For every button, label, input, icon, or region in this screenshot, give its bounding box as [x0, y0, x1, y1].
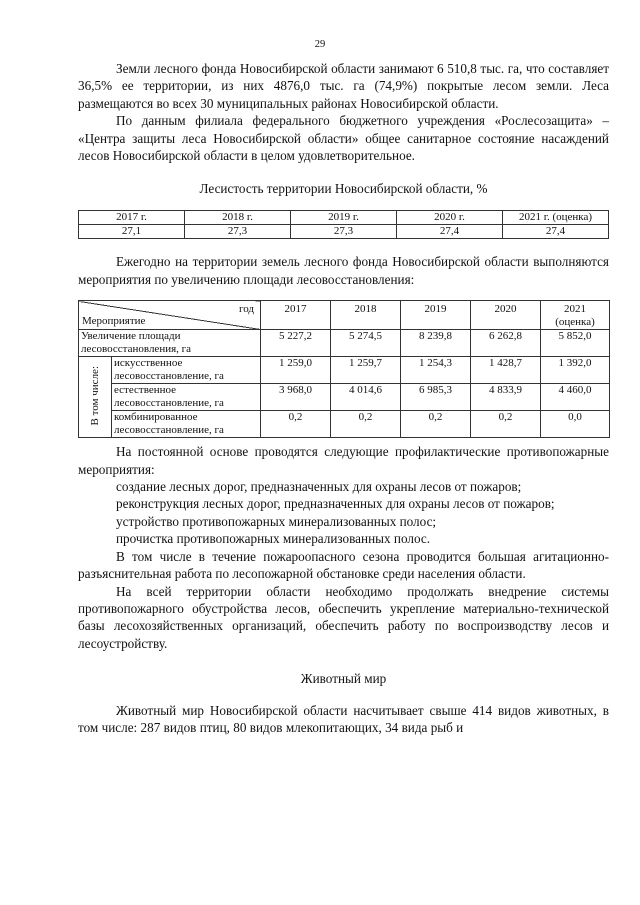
table-cell: 27,4	[503, 225, 609, 239]
table-cell: 27,3	[185, 225, 291, 239]
table-cell: 6 985,3	[401, 384, 471, 411]
table-row	[79, 330, 610, 357]
document-body	[78, 60, 609, 736]
table-cell: 0,2	[401, 411, 471, 438]
forest-cover-table	[78, 210, 609, 239]
table-header-cell: 2020 г.	[397, 211, 503, 225]
table-header-cell: 2017	[261, 301, 331, 330]
table-cell: 0,2	[261, 411, 331, 438]
table-cell: 1 254,3	[401, 357, 471, 384]
paragraph-fire-system: На всей территории области необходимо продолжать внедрение системы противопожарного обустройства лесов, обеспечить укрепление материально-технической базы лесохозяйственных организаций, обеспечить работу по воспроизводству лесов и лесоустройству.	[78, 583, 609, 651]
table-header-cell: 2018 г.	[185, 211, 291, 225]
paragraph-sanitary-state: По данным филиала федерального бюджетного учреждения «Рослесозащита» – «Центра защиты леса Новосибирской области» общее санитарное состояние насаждений лесов Новосибирской области в целом удовлетворительное.	[78, 113, 609, 164]
row-label: Увеличение площади лесовосстановления, га	[79, 330, 261, 357]
table-row	[79, 225, 609, 239]
group-label: В том числе:	[88, 365, 101, 425]
paragraph-fire-season: В том числе в течение пожароопасного сезона проводится большая агитационно-разъяснительная работа по лесопожарной обстановке среди населения области.	[78, 548, 609, 582]
table-cell: 0,2	[471, 411, 541, 438]
table-cell: 1 428,7	[471, 357, 541, 384]
table-cell: 0,2	[331, 411, 401, 438]
paragraph-forest-lands: Земли лесного фонда Новосибирской области занимают 6 510,8 тыс. га, что составляет 36,5% ее территории, из них 4876,0 тыс. га (74,9%) покрытые лесом земли. Леса размещаются во всех 30 муниципальных районах Новосибирской области.	[78, 61, 609, 111]
group-label-cell	[79, 357, 112, 438]
header-activity-label: Мероприятие	[82, 315, 146, 328]
table-row	[79, 411, 610, 438]
table-cell: 4 833,9	[471, 384, 541, 411]
table-cell: 27,3	[291, 225, 397, 239]
list-item: созданиe лесных дорог, предназначенных для охраны лесов от пожаров;	[116, 479, 522, 495]
table-header-cell: 2021 (оценка)	[541, 301, 610, 330]
table-cell: 5 852,0	[541, 330, 610, 357]
table-cell: 27,1	[79, 225, 185, 239]
table-header-cell: 2019	[401, 301, 471, 330]
table-cell: 5 274,5	[331, 330, 401, 357]
table-header-corner	[79, 301, 261, 330]
table-cell: 4 014,6	[331, 384, 401, 411]
list-item: устройство противопожарных минерализованных полос;	[116, 513, 437, 529]
table-cell: 1 259,0	[261, 357, 331, 384]
table-cell: 27,4	[397, 225, 503, 239]
table-cell: 3 968,0	[261, 384, 331, 411]
table-cell: 1 259,7	[331, 357, 401, 384]
reforestation-table	[78, 300, 610, 438]
table-row	[79, 384, 610, 411]
page-number: 29	[314, 39, 326, 50]
paragraph-reforestation-intro: Ежегодно на территории земель лесного фонда Новосибирской области выполняются мероприятия по увеличению площади лесовосстановления:	[78, 254, 609, 287]
table-cell: 8 239,8	[401, 330, 471, 357]
list-item: прочистка противопожарных минерализованных полос.	[116, 531, 431, 547]
table-row	[79, 211, 609, 225]
table-cell: 5 227,2	[261, 330, 331, 357]
table-header-cell: 2019 г.	[291, 211, 397, 225]
row-label: комбинированное лесовосстановление, га	[112, 411, 261, 438]
table-header-cell: 2017 г.	[79, 211, 185, 225]
table-header-cell: 2018	[331, 301, 401, 330]
table-cell: 6 262,8	[471, 330, 541, 357]
row-label: естественное лесовосстановление, га	[112, 384, 261, 411]
table-cell: 4 460,0	[541, 384, 610, 411]
row-label: искусственное лесовосстановление, га	[112, 357, 261, 384]
table-header-cell: 2020	[471, 301, 541, 330]
paragraph-fire-prevention: На постоянной основе проводятся следующие профилактические противопожарные мероприятия:	[78, 444, 609, 477]
table-cell: 1 392,0	[541, 357, 610, 384]
section-title: Животный мир	[300, 671, 387, 687]
table-cell: 0,0	[541, 411, 610, 438]
table-row	[79, 301, 610, 330]
paragraph-fauna: Животный мир Новосибирской области насчитывает свыше 414 видов животных, в том числе: 287 видов птиц, 80 видов млекопитающих, 34 вида рыб и	[78, 702, 609, 735]
list-item: реконструкция лесных дорог, предназначенных для охраны лесов от пожаров;	[116, 496, 555, 512]
header-year-label: год	[238, 303, 254, 316]
table-header-cell: 2021 г. (оценка)	[503, 211, 609, 225]
table-row	[79, 357, 610, 384]
table1-caption: Лесистость территории Новосибирской области, %	[199, 181, 488, 197]
